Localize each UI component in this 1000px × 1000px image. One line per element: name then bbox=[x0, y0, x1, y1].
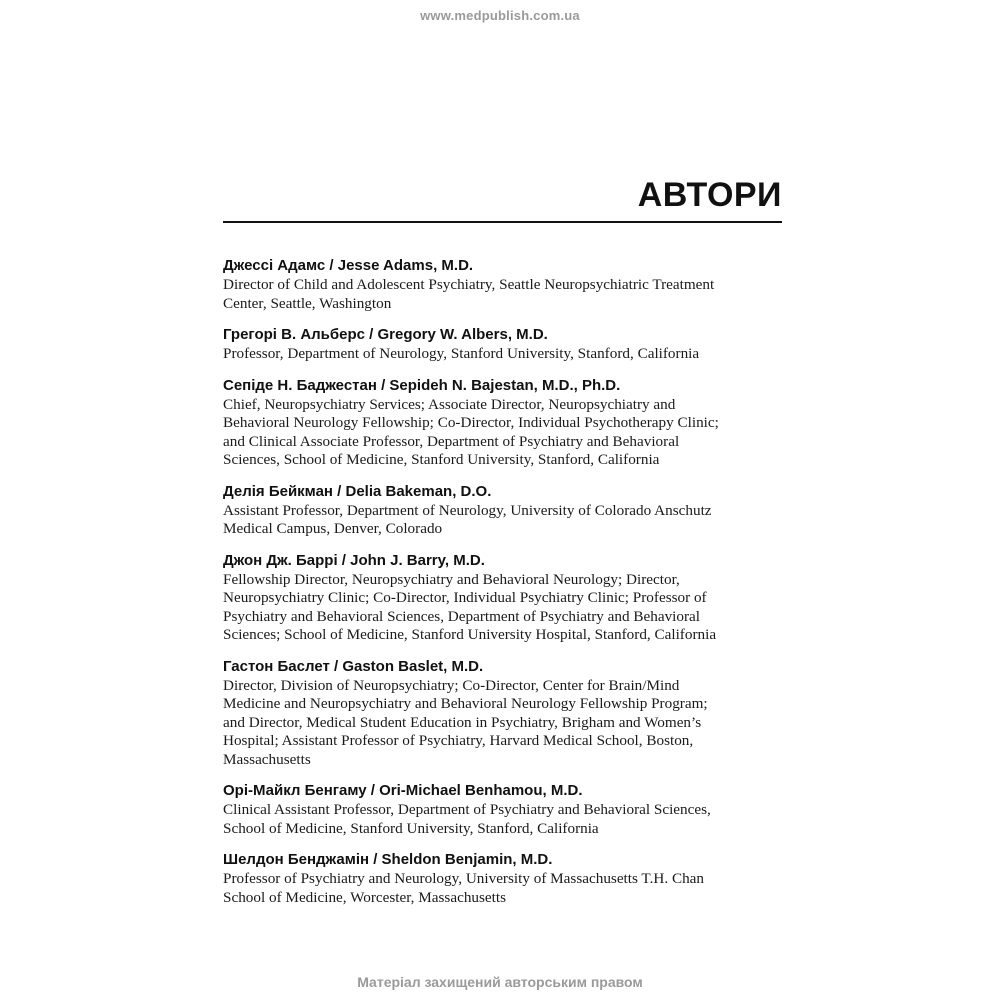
affiliation-line: Fellowship Director, Neuropsychiatry and Behavioral Neurology; Director, bbox=[223, 570, 680, 588]
author-affiliation bbox=[223, 801, 783, 838]
author-affiliation bbox=[223, 571, 783, 645]
affiliation-line: Sciences, School of Medicine, Stanford University, Stanford, California bbox=[223, 451, 660, 468]
affiliation-line: Director, Division of Neuropsychiatry; Co-Director, Center for Brain/Mind bbox=[223, 676, 680, 694]
affiliation-line: School of Medicine, Stanford University, Stanford, California bbox=[223, 819, 599, 837]
affiliation-line: Chief, Neuropsychiatry Services; Associate Director, Neuropsychiatry and bbox=[223, 395, 676, 413]
author-entry bbox=[223, 781, 783, 838]
author-name: Орі-Майкл Бенгаму / Ori-Michael Benhamou, M.D. bbox=[223, 782, 583, 799]
affiliation-line: Hospital; Assistant Professor of Psychiatry, Harvard Medical School, Boston, bbox=[223, 732, 694, 749]
publisher-url: www.medpublish.com.ua bbox=[420, 8, 580, 23]
affiliation-line: Massachusetts bbox=[223, 750, 311, 768]
affiliation-line: and Clinical Associate Professor, Department of Psychiatry and Behavioral bbox=[223, 432, 680, 450]
author-entry bbox=[223, 482, 783, 539]
affiliation-line: Director of Child and Adolescent Psychiatry, Seattle Neuropsychiatric Treatment bbox=[223, 276, 715, 293]
author-affiliation bbox=[223, 677, 783, 770]
copyright-notice: Матеріал захищений авторським правом bbox=[357, 974, 643, 990]
affiliation-line: Medicine and Neuropsychiatry and Behavioral Neurology Fellowship Program; bbox=[223, 695, 708, 712]
author-entry bbox=[223, 376, 783, 470]
author-affiliation bbox=[223, 502, 783, 539]
affiliation-line: Assistant Professor, Department of Neurology, University of Colorado Anschutz bbox=[223, 501, 712, 519]
author-name: Делія Бейкман / Delia Bakeman, D.O. bbox=[223, 482, 492, 500]
affiliation-line: Center, Seattle, Washington bbox=[223, 294, 392, 312]
author-name: Гастон Баслет / Gaston Baslet, M.D. bbox=[223, 657, 484, 675]
author-name: Джессі Адамс / Jesse Adams, M.D. bbox=[223, 257, 474, 274]
author-name: Джон Дж. Баррі / John J. Barry, M.D. bbox=[223, 551, 485, 569]
author-affiliation bbox=[223, 396, 783, 470]
affiliation-line: Sciences; School of Medicine, Stanford University Hospital, Stanford, California bbox=[223, 626, 717, 643]
author-entry bbox=[223, 657, 783, 770]
author-list bbox=[223, 256, 783, 919]
affiliation-line: Neuropsychiatry Clinic; Co-Director, Individual Psychiatry Clinic; Professor of bbox=[223, 589, 707, 606]
author-name: Грегорі В. Альберс / Gregory W. Albers, M.D. bbox=[223, 326, 548, 343]
title-divider bbox=[223, 221, 782, 223]
affiliation-line: Clinical Assistant Professor, Department of Psychiatry and Behavioral Sciences, bbox=[223, 801, 711, 818]
affiliation-line: Behavioral Neurology Fellowship; Co-Director, Individual Psychotherapy Clinic; bbox=[223, 414, 719, 431]
author-entry bbox=[223, 325, 783, 364]
author-affiliation bbox=[223, 276, 783, 313]
author-affiliation bbox=[223, 345, 783, 364]
affiliation-line: and Director, Medical Student Education in Psychiatry, Brigham and Women’s bbox=[223, 713, 702, 731]
affiliation-line: Medical Campus, Denver, Colorado bbox=[223, 520, 443, 537]
author-entry bbox=[223, 256, 783, 313]
author-entry bbox=[223, 551, 783, 645]
affiliation-line: Professor of Psychiatry and Neurology, University of Massachusetts T.H. Chan bbox=[223, 870, 704, 887]
author-name: Сепіде Н. Баджестан / Sepideh N. Bajestan, M.D., Ph.D. bbox=[223, 376, 621, 394]
author-name: Шелдон Бенджамін / Sheldon Benjamin, M.D. bbox=[223, 851, 553, 868]
page-title: АВТОРИ bbox=[637, 176, 782, 214]
author-affiliation bbox=[223, 870, 783, 907]
author-entry bbox=[223, 850, 783, 907]
affiliation-line: Psychiatry and Behavioral Sciences, Department of Psychiatry and Behavioral bbox=[223, 607, 700, 625]
affiliation-line: Professor, Department of Neurology, Stanford University, Stanford, California bbox=[223, 345, 700, 362]
affiliation-line: School of Medicine, Worcester, Massachusetts bbox=[223, 888, 507, 906]
